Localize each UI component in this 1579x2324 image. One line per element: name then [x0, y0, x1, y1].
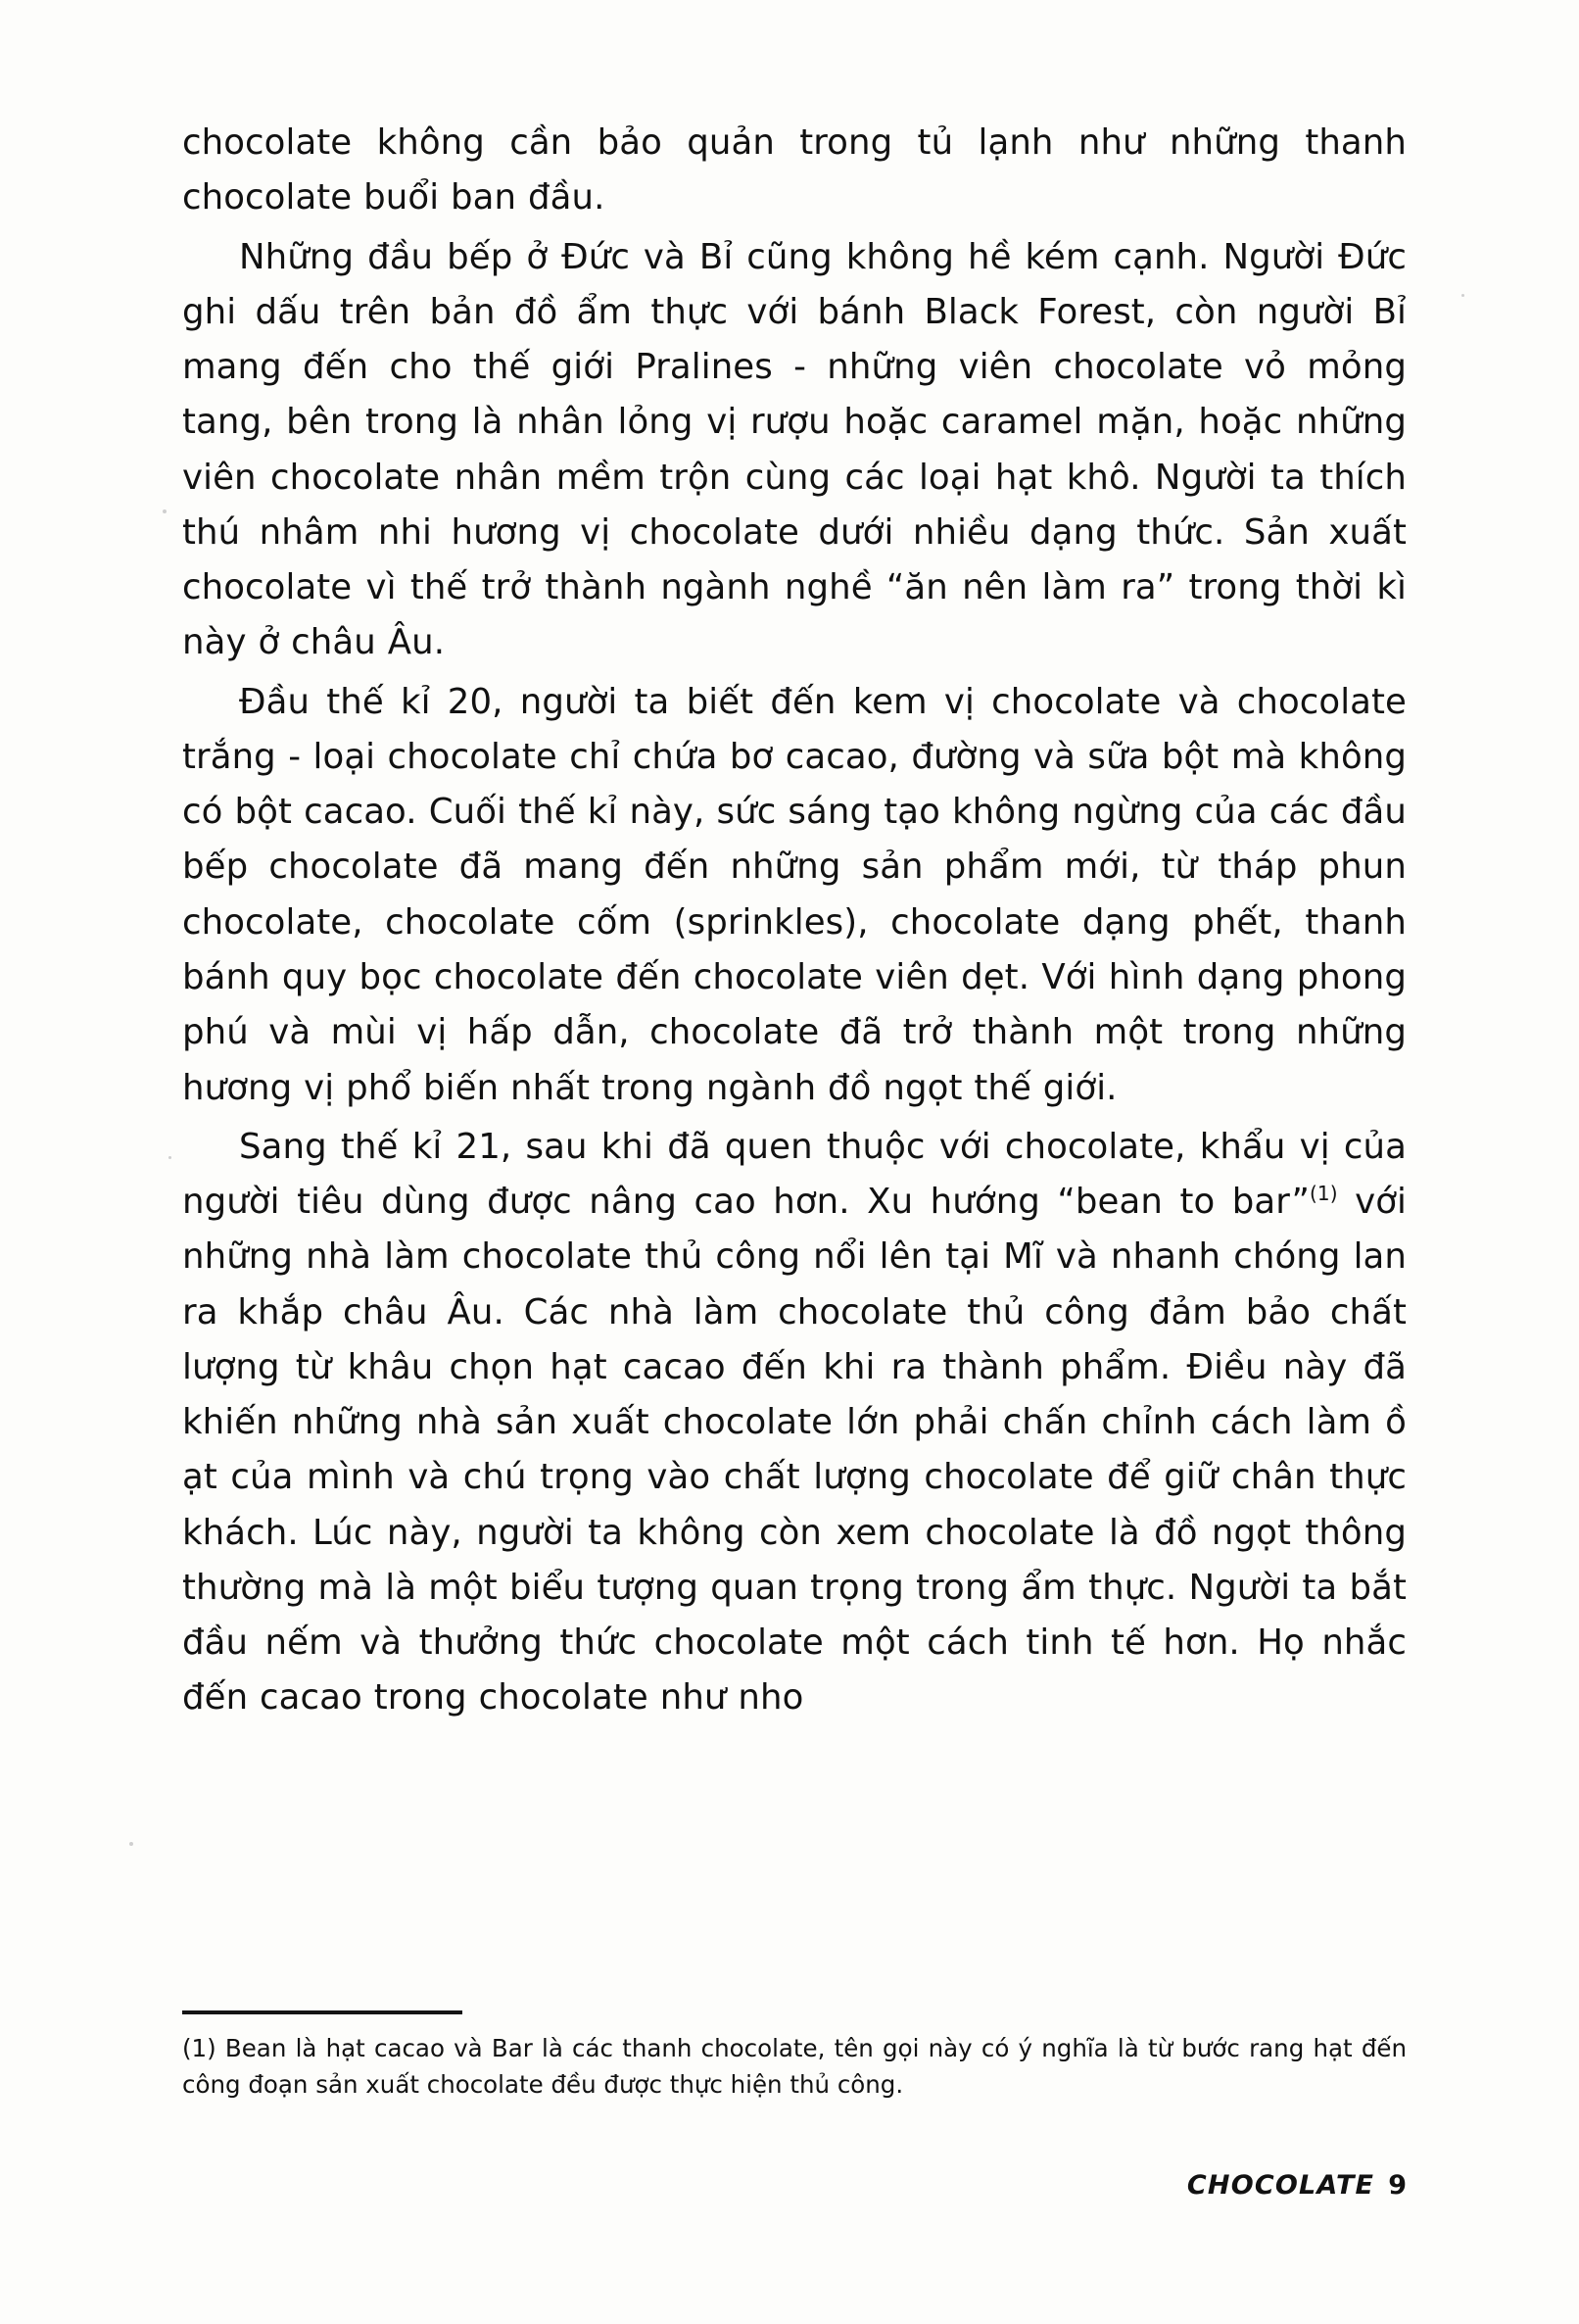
scan-speck	[168, 1156, 171, 1159]
footnote-divider	[182, 2010, 462, 2014]
scan-speck	[129, 1842, 133, 1846]
paragraph-german-belgian-chefs: Những đầu bếp ở Đức và Bỉ cũng không hề kém cạnh. Người Đức ghi dấu trên bản đồ ẩm thực với bánh Black Forest, còn người Bỉ mang đến cho thế giới Pralines - những viên chocolate vỏ mỏng tang, bên trong là nhân lỏng vị rượu hoặc caramel mặn, hoặc những viên chocolate nhân mềm trộn cùng các loại hạt khô. Người ta thích thú nhâm nhi hương vị chocolate dưới nhiều dạng thức. Sản xuất chocolate vì thế trở thành ngành nghề “ăn nên làm ra” trong thời kì này ở châu Âu.	[182, 236, 1407, 663]
page-number: 9	[1388, 2170, 1407, 2201]
paragraph-text-before-footnote: Sang thế kỉ 21, sau khi đã quen thuộc với chocolate, khẩu vị của người tiêu dùng được nâng cao hơn. Xu hướng “bean to bar”	[182, 1126, 1407, 1223]
page-body	[182, 116, 1407, 1730]
footnote-marker: (1)	[1309, 1182, 1338, 1206]
paragraph-text-after-footnote: với những nhà làm chocolate thủ công nổi lên tại Mĩ và nhanh chóng lan ra khắp châu Âu. Các nhà làm chocolate thủ công đảm bảo chất lượng từ khâu chọn hạt cacao đến khi ra thành phẩm. Điều này đã khiến những nhà sản xuất chocolate lớn phải chấn chỉnh cách làm ồ ạt của mình và chú trọng vào chất lượng chocolate để giữ chân thực khách. Lúc này, người ta không còn xem chocolate là đồ ngọt thông thường mà là một biểu tượng quan trọng trong ẩm thực. Người ta bắt đầu nếm và thưởng thức chocolate một cách tinh tế hơn. Họ nhắc đến cacao trong chocolate như nho	[182, 1182, 1408, 1719]
paragraph-20th-century: Đầu thế kỉ 20, người ta biết đến kem vị chocolate và chocolate trắng - loại chocolate chỉ chứa bơ cacao, đường và sữa bột mà không có bột cacao. Cuối thế kỉ này, sức sáng tạo không ngừng của các đầu bếp chocolate đã mang đến những sản phẩm mới, từ tháp phun chocolate, chocolate cốm (sprinkles), chocolate dạng phết, thanh bánh quy bọc chocolate đến chocolate viên dẹt. Với hình dạng phong phú và mùi vị hấp dẫn, chocolate đã trở thành một trong những hương vị phổ biến nhất trong ngành đồ ngọt thế giới.	[182, 681, 1407, 1108]
footer-book-title: CHOCOLATE	[1186, 2170, 1375, 2201]
paragraph-continued: chocolate không cần bảo quản trong tủ lạnh như những thanh chocolate buổi ban đầu.	[182, 122, 1407, 218]
scan-speck	[1461, 294, 1464, 297]
scan-speck	[163, 509, 167, 513]
page-footer	[1187, 2170, 1407, 2201]
footnote-text: (1) Bean là hạt cacao và Bar là các thanh chocolate, tên gọi này có ý nghĩa là từ bước rang hạt đến công đoạn sản xuất chocolate đều được thực hiện thủ công.	[182, 2034, 1407, 2100]
footnote-block	[182, 2010, 1407, 2103]
paragraph-21st-century	[182, 1120, 1407, 1726]
